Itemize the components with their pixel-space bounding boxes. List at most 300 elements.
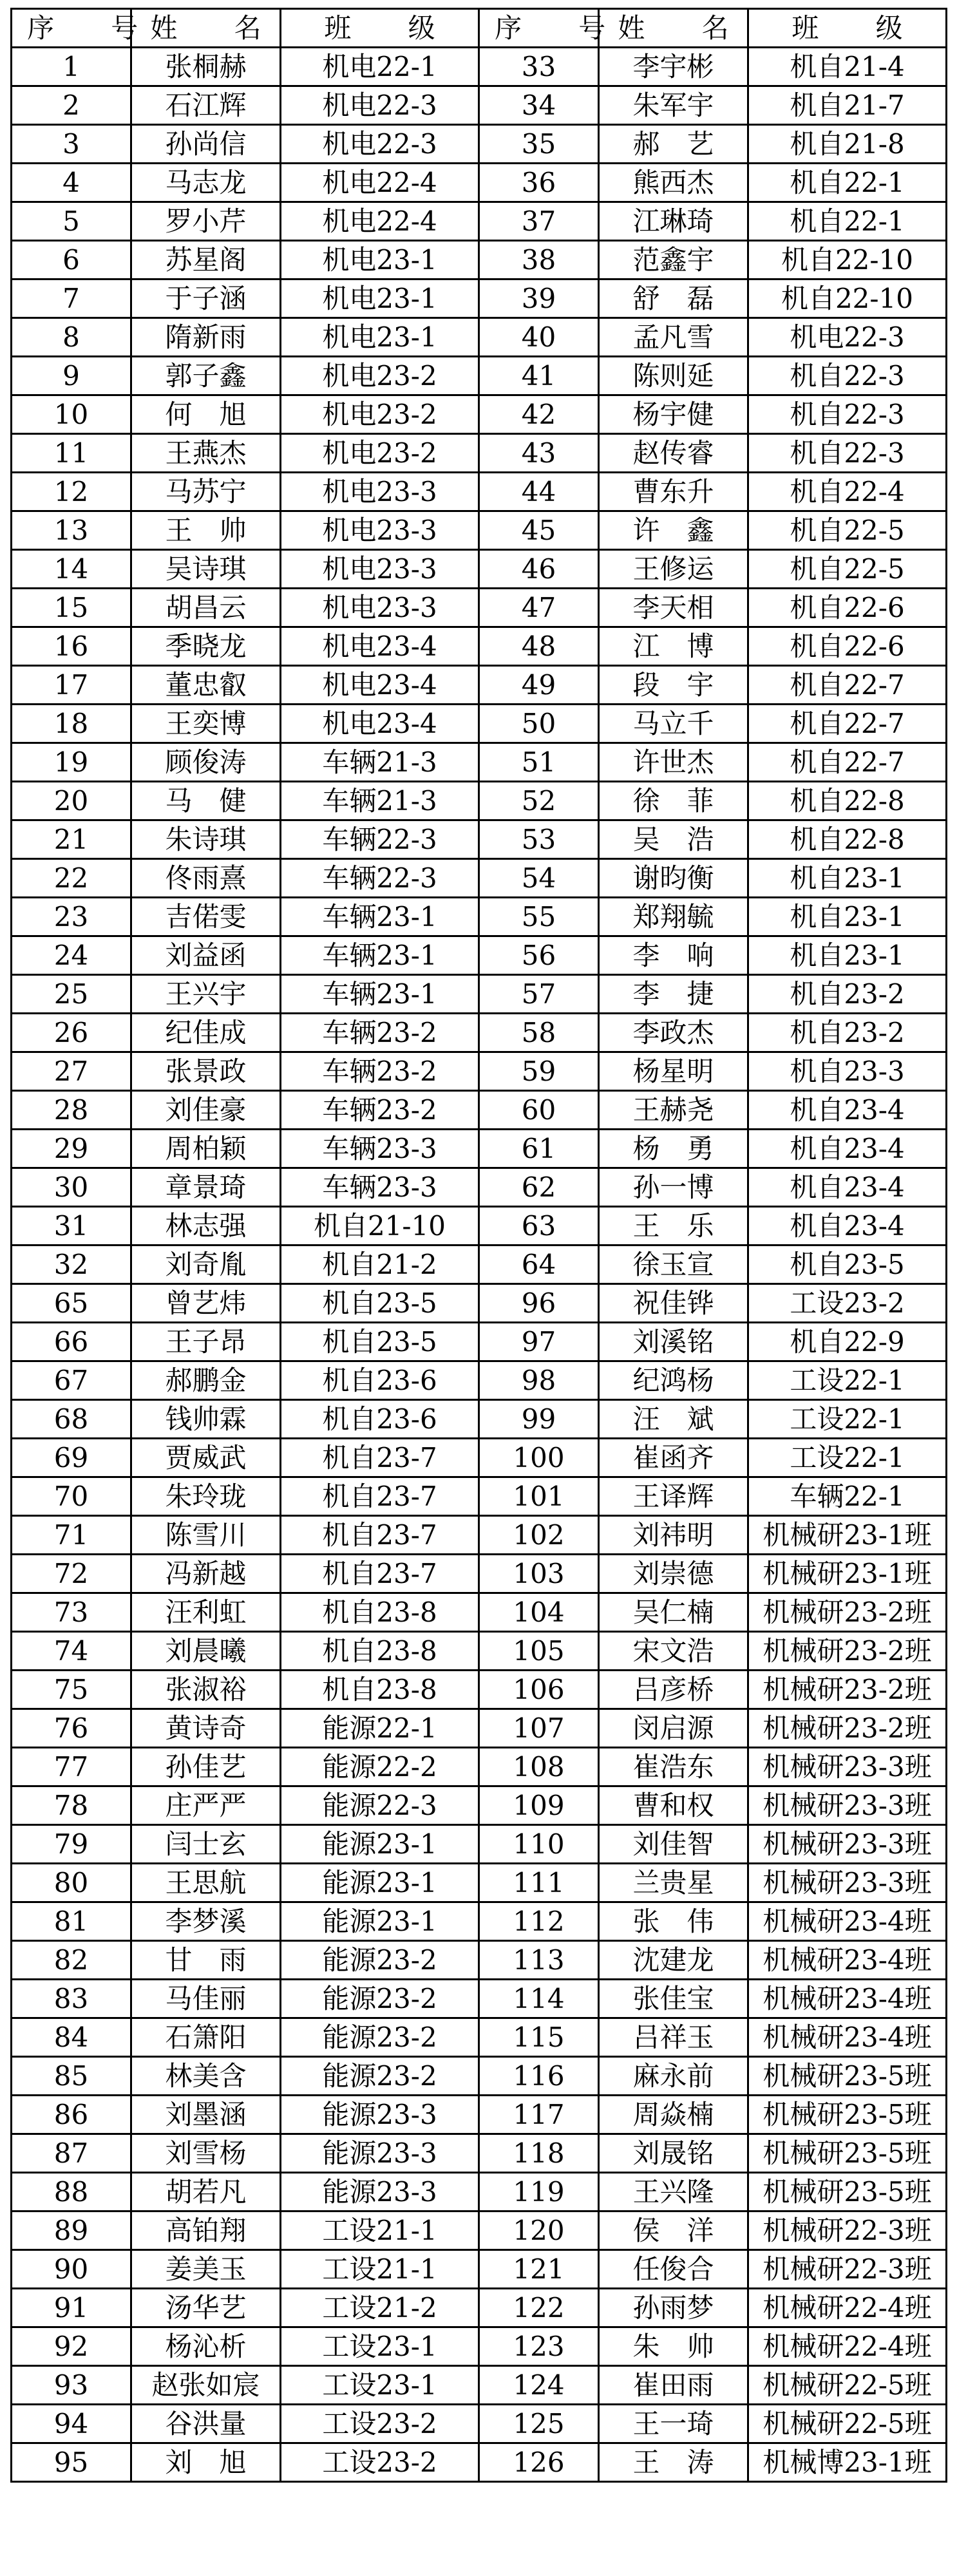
- table-row: [12, 241, 947, 279]
- cell-class-left: 机自23-5: [281, 1284, 479, 1323]
- cell-name-left: 王奕博: [131, 705, 281, 743]
- cell-serial-left: 29: [12, 1130, 131, 1168]
- cell-class-right: 机械研23-3班: [748, 1748, 947, 1786]
- cell-serial-left: 7: [12, 279, 131, 318]
- cell-class-left: 能源23-2: [281, 1941, 479, 1980]
- cell-name-right: 闵启源: [599, 1709, 748, 1748]
- cell-class-left: 机电22-3: [281, 86, 479, 125]
- cell-serial-left: 31: [12, 1207, 131, 1245]
- cell-name-left: 罗小芹: [131, 202, 281, 241]
- cell-class-left: 车辆23-3: [281, 1168, 479, 1207]
- cell-name-left: 黄诗奇: [131, 1709, 281, 1748]
- cell-name-left: 石箫阳: [131, 2018, 281, 2057]
- cell-class-left: 能源22-2: [281, 1748, 479, 1786]
- cell-class-left: 机自21-10: [281, 1207, 479, 1245]
- header-row: [12, 9, 947, 48]
- cell-class-left: 能源22-3: [281, 1786, 479, 1825]
- cell-name-left: 郭子鑫: [131, 357, 281, 395]
- cell-name-left: 张淑裕: [131, 1671, 281, 1709]
- cell-class-left: 能源23-2: [281, 2057, 479, 2096]
- table-row: [12, 357, 947, 395]
- cell-name-left: 董忠叡: [131, 666, 281, 705]
- cell-serial-left: 19: [12, 743, 131, 782]
- cell-name-left: 刘奇胤: [131, 1245, 281, 1284]
- cell-serial-left: 79: [12, 1825, 131, 1864]
- cell-serial-left: 89: [12, 2211, 131, 2250]
- cell-class-left: 机电23-1: [281, 279, 479, 318]
- cell-name-left: 佟雨熹: [131, 859, 281, 898]
- cell-name-right: 宋文浩: [599, 1632, 748, 1671]
- table-row: [12, 473, 947, 511]
- cell-name-right: 孙一博: [599, 1168, 748, 1207]
- table-row: [12, 1361, 947, 1400]
- cell-name-right: 杨宇健: [599, 395, 748, 434]
- table-row: [12, 511, 947, 550]
- cell-class-left: 机电23-3: [281, 473, 479, 511]
- cell-serial-left: 91: [12, 2289, 131, 2327]
- table-row: [12, 434, 947, 473]
- cell-name-right: 李 捷: [599, 975, 748, 1014]
- cell-serial-left: 66: [12, 1323, 131, 1361]
- cell-name-right: 崔浩东: [599, 1748, 748, 1786]
- cell-serial-left: 80: [12, 1864, 131, 1902]
- cell-serial-left: 68: [12, 1400, 131, 1439]
- cell-class-left: 车辆22-3: [281, 820, 479, 859]
- cell-serial-right: 111: [479, 1864, 599, 1902]
- cell-name-right: 朱 帅: [599, 2327, 748, 2366]
- cell-name-right: 舒 磊: [599, 279, 748, 318]
- cell-name-left: 胡若凡: [131, 2173, 281, 2211]
- cell-serial-right: 60: [479, 1091, 599, 1130]
- cell-name-left: 顾俊涛: [131, 743, 281, 782]
- cell-name-right: 谢昀衡: [599, 859, 748, 898]
- cell-class-right: 机自23-1: [748, 898, 947, 936]
- cell-class-left: 能源22-1: [281, 1709, 479, 1748]
- cell-serial-right: 115: [479, 2018, 599, 2057]
- cell-class-right: 机械研23-5班: [748, 2096, 947, 2134]
- cell-serial-left: 11: [12, 434, 131, 473]
- cell-name-right: 刘溪铭: [599, 1323, 748, 1361]
- cell-serial-left: 87: [12, 2134, 131, 2173]
- cell-class-left: 能源23-3: [281, 2134, 479, 2173]
- cell-class-left: 机自23-5: [281, 1323, 479, 1361]
- cell-serial-right: 102: [479, 1516, 599, 1555]
- cell-name-left: 隋新雨: [131, 318, 281, 357]
- cell-name-left: 朱玲珑: [131, 1477, 281, 1516]
- cell-name-left: 姜美玉: [131, 2250, 281, 2289]
- cell-class-left: 机自23-6: [281, 1361, 479, 1400]
- table-row: [12, 1168, 947, 1207]
- cell-class-right: 机械研22-3班: [748, 2250, 947, 2289]
- cell-class-left: 工设23-1: [281, 2327, 479, 2366]
- cell-class-left: 工设21-2: [281, 2289, 479, 2327]
- table-row: [12, 589, 947, 627]
- cell-serial-left: 81: [12, 1902, 131, 1941]
- cell-name-left: 张桐赫: [131, 48, 281, 86]
- cell-name-left: 朱诗琪: [131, 820, 281, 859]
- cell-class-left: 机自23-8: [281, 1632, 479, 1671]
- cell-name-right: 吕祥玉: [599, 2018, 748, 2057]
- cell-name-right: 吴仁楠: [599, 1593, 748, 1632]
- cell-serial-right: 50: [479, 705, 599, 743]
- cell-name-left: 于子涵: [131, 279, 281, 318]
- cell-name-right: 赵传睿: [599, 434, 748, 473]
- cell-serial-right: 54: [479, 859, 599, 898]
- cell-serial-left: 20: [12, 782, 131, 820]
- cell-class-right: 机械研23-2班: [748, 1709, 947, 1748]
- cell-serial-left: 21: [12, 820, 131, 859]
- cell-serial-left: 10: [12, 395, 131, 434]
- table-row: [12, 2289, 947, 2327]
- cell-serial-left: 8: [12, 318, 131, 357]
- cell-name-right: 崔田雨: [599, 2366, 748, 2405]
- cell-serial-left: 93: [12, 2366, 131, 2405]
- cell-class-right: 工设22-1: [748, 1361, 947, 1400]
- cell-serial-right: 48: [479, 627, 599, 666]
- cell-serial-left: 1: [12, 48, 131, 86]
- table-row: [12, 1941, 947, 1980]
- cell-class-left: 能源23-1: [281, 1825, 479, 1864]
- table-row: [12, 2096, 947, 2134]
- cell-serial-left: 9: [12, 357, 131, 395]
- cell-name-right: 马立千: [599, 705, 748, 743]
- cell-name-right: 许 鑫: [599, 511, 748, 550]
- cell-class-right: 机械研22-5班: [748, 2366, 947, 2405]
- cell-class-right: 机电22-3: [748, 318, 947, 357]
- cell-class-left: 机电22-4: [281, 164, 479, 202]
- cell-serial-left: 26: [12, 1014, 131, 1052]
- cell-name-right: 任俊合: [599, 2250, 748, 2289]
- cell-serial-right: 97: [479, 1323, 599, 1361]
- cell-serial-right: 100: [479, 1439, 599, 1477]
- cell-name-left: 马苏宁: [131, 473, 281, 511]
- cell-name-left: 周柏颖: [131, 1130, 281, 1168]
- cell-class-right: 机自22-1: [748, 202, 947, 241]
- cell-serial-right: 51: [479, 743, 599, 782]
- table-row: [12, 1284, 947, 1323]
- cell-name-left: 闫士玄: [131, 1825, 281, 1864]
- cell-serial-right: 33: [479, 48, 599, 86]
- cell-class-right: 机械研22-5班: [748, 2405, 947, 2443]
- cell-serial-right: 59: [479, 1052, 599, 1091]
- cell-class-left: 车辆23-2: [281, 1014, 479, 1052]
- cell-class-left: 机电23-4: [281, 666, 479, 705]
- cell-class-right: 机自22-3: [748, 357, 947, 395]
- cell-name-left: 纪佳成: [131, 1014, 281, 1052]
- cell-serial-left: 4: [12, 164, 131, 202]
- cell-class-left: 机电22-3: [281, 125, 479, 164]
- cell-class-left: 车辆22-3: [281, 859, 479, 898]
- table-row: [12, 1709, 947, 1748]
- table-row: [12, 86, 947, 125]
- cell-class-right: 机自23-2: [748, 1014, 947, 1052]
- table-row: [12, 1439, 947, 1477]
- cell-serial-left: 16: [12, 627, 131, 666]
- cell-name-right: 张 伟: [599, 1902, 748, 1941]
- cell-name-left: 高铂翔: [131, 2211, 281, 2250]
- cell-name-right: 王赫尧: [599, 1091, 748, 1130]
- cell-class-right: 机自22-7: [748, 743, 947, 782]
- cell-name-right: 杨 勇: [599, 1130, 748, 1168]
- cell-name-left: 刘佳豪: [131, 1091, 281, 1130]
- cell-class-left: 机自23-8: [281, 1593, 479, 1632]
- cell-class-right: 机自23-5: [748, 1245, 947, 1284]
- cell-serial-right: 45: [479, 511, 599, 550]
- cell-serial-left: 82: [12, 1941, 131, 1980]
- cell-name-left: 钱帅霖: [131, 1400, 281, 1439]
- cell-serial-right: 116: [479, 2057, 599, 2096]
- cell-name-right: 麻永前: [599, 2057, 748, 2096]
- cell-class-right: 机械研23-2班: [748, 1593, 947, 1632]
- cell-serial-left: 72: [12, 1555, 131, 1593]
- cell-name-right: 崔函齐: [599, 1439, 748, 1477]
- cell-name-right: 吴 浩: [599, 820, 748, 859]
- cell-serial-right: 124: [479, 2366, 599, 2405]
- cell-serial-left: 23: [12, 898, 131, 936]
- cell-class-right: 机自22-10: [748, 241, 947, 279]
- cell-class-left: 机自23-7: [281, 1439, 479, 1477]
- cell-name-left: 陈雪川: [131, 1516, 281, 1555]
- cell-name-left: 曾艺炜: [131, 1284, 281, 1323]
- table-row: [12, 1400, 947, 1439]
- cell-name-left: 胡昌云: [131, 589, 281, 627]
- cell-class-right: 机自22-1: [748, 164, 947, 202]
- cell-name-left: 甘 雨: [131, 1941, 281, 1980]
- cell-name-left: 刘晨曦: [131, 1632, 281, 1671]
- cell-serial-right: 105: [479, 1632, 599, 1671]
- cell-name-left: 汤华艺: [131, 2289, 281, 2327]
- cell-serial-right: 106: [479, 1671, 599, 1709]
- cell-serial-right: 43: [479, 434, 599, 473]
- cell-name-right: 王 乐: [599, 1207, 748, 1245]
- cell-class-left: 机电22-4: [281, 202, 479, 241]
- cell-serial-left: 14: [12, 550, 131, 589]
- cell-class-left: 工设23-2: [281, 2405, 479, 2443]
- cell-class-right: 车辆22-1: [748, 1477, 947, 1516]
- table-row: [12, 550, 947, 589]
- cell-class-right: 机械研23-5班: [748, 2134, 947, 2173]
- cell-name-left: 林志强: [131, 1207, 281, 1245]
- cell-name-left: 刘益函: [131, 936, 281, 975]
- cell-class-right: 机自21-7: [748, 86, 947, 125]
- cell-class-right: 机械研23-3班: [748, 1786, 947, 1825]
- cell-class-right: 机自21-8: [748, 125, 947, 164]
- cell-name-left: 刘墨涵: [131, 2096, 281, 2134]
- table-row: [12, 2327, 947, 2366]
- cell-serial-right: 49: [479, 666, 599, 705]
- cell-serial-left: 75: [12, 1671, 131, 1709]
- cell-serial-left: 85: [12, 2057, 131, 2096]
- cell-class-left: 能源23-1: [281, 1902, 479, 1941]
- cell-name-left: 王燕杰: [131, 434, 281, 473]
- cell-class-right: 机械研23-4班: [748, 1941, 947, 1980]
- cell-serial-right: 110: [479, 1825, 599, 1864]
- cell-name-left: 杨沁析: [131, 2327, 281, 2366]
- cell-class-left: 机自23-7: [281, 1477, 479, 1516]
- cell-name-left: 孙佳艺: [131, 1748, 281, 1786]
- cell-serial-right: 112: [479, 1902, 599, 1941]
- table-row: [12, 1091, 947, 1130]
- table-row: [12, 1014, 947, 1052]
- cell-class-right: 机械研22-4班: [748, 2327, 947, 2366]
- cell-serial-left: 3: [12, 125, 131, 164]
- table-row: [12, 2018, 947, 2057]
- table-row: [12, 1632, 947, 1671]
- cell-serial-right: 98: [479, 1361, 599, 1400]
- cell-serial-right: 117: [479, 2096, 599, 2134]
- cell-class-left: 车辆23-3: [281, 1130, 479, 1168]
- cell-name-left: 李梦溪: [131, 1902, 281, 1941]
- cell-serial-right: 103: [479, 1555, 599, 1593]
- cell-class-right: 机械研23-4班: [748, 1902, 947, 1941]
- cell-name-left: 王思航: [131, 1864, 281, 1902]
- cell-serial-left: 88: [12, 2173, 131, 2211]
- roster-wrapper: [10, 8, 947, 2483]
- table-row: [12, 1786, 947, 1825]
- cell-name-right: 郝 艺: [599, 125, 748, 164]
- cell-name-left: 马 健: [131, 782, 281, 820]
- cell-name-right: 沈建龙: [599, 1941, 748, 1980]
- cell-serial-left: 90: [12, 2250, 131, 2289]
- cell-serial-left: 15: [12, 589, 131, 627]
- cell-serial-right: 58: [479, 1014, 599, 1052]
- cell-class-left: 机电23-2: [281, 357, 479, 395]
- cell-name-left: 王 帅: [131, 511, 281, 550]
- cell-serial-right: 108: [479, 1748, 599, 1786]
- table-row: [12, 627, 947, 666]
- cell-class-left: 机自23-6: [281, 1400, 479, 1439]
- cell-class-left: 机电23-3: [281, 550, 479, 589]
- cell-class-left: 能源23-3: [281, 2173, 479, 2211]
- cell-name-left: 冯新越: [131, 1555, 281, 1593]
- cell-name-right: 段 宇: [599, 666, 748, 705]
- cell-class-left: 机电23-3: [281, 589, 479, 627]
- cell-serial-left: 92: [12, 2327, 131, 2366]
- cell-serial-left: 73: [12, 1593, 131, 1632]
- cell-serial-right: 35: [479, 125, 599, 164]
- cell-class-right: 机械研23-3班: [748, 1825, 947, 1864]
- cell-name-right: 江琳琦: [599, 202, 748, 241]
- table-row: [12, 2443, 947, 2482]
- table-row: [12, 820, 947, 859]
- cell-class-right: 机械研23-1班: [748, 1555, 947, 1593]
- cell-name-right: 郑翔毓: [599, 898, 748, 936]
- table-row: [12, 48, 947, 86]
- cell-serial-left: 13: [12, 511, 131, 550]
- cell-class-right: 机自22-4: [748, 473, 947, 511]
- cell-name-right: 朱军宇: [599, 86, 748, 125]
- header-class-right: 班 级: [748, 9, 947, 48]
- cell-name-right: 汪 斌: [599, 1400, 748, 1439]
- table-row: [12, 1207, 947, 1245]
- cell-name-left: 马志龙: [131, 164, 281, 202]
- cell-class-right: 工设22-1: [748, 1400, 947, 1439]
- cell-name-left: 王兴宇: [131, 975, 281, 1014]
- cell-class-left: 工设21-1: [281, 2250, 479, 2289]
- cell-name-left: 季晓龙: [131, 627, 281, 666]
- cell-serial-left: 32: [12, 1245, 131, 1284]
- cell-class-right: 机自22-6: [748, 589, 947, 627]
- cell-name-right: 王兴隆: [599, 2173, 748, 2211]
- table-row: [12, 1902, 947, 1941]
- cell-name-right: 兰贵星: [599, 1864, 748, 1902]
- cell-class-right: 机自22-3: [748, 395, 947, 434]
- cell-serial-right: 61: [479, 1130, 599, 1168]
- cell-name-right: 杨星明: [599, 1052, 748, 1091]
- cell-name-right: 祝佳铧: [599, 1284, 748, 1323]
- cell-name-right: 王译辉: [599, 1477, 748, 1516]
- cell-serial-right: 101: [479, 1477, 599, 1516]
- cell-serial-left: 77: [12, 1748, 131, 1786]
- cell-name-left: 林美含: [131, 2057, 281, 2096]
- cell-class-right: 机自23-2: [748, 975, 947, 1014]
- cell-class-left: 能源23-1: [281, 1864, 479, 1902]
- cell-class-right: 机自23-1: [748, 936, 947, 975]
- cell-serial-right: 38: [479, 241, 599, 279]
- cell-name-right: 熊西杰: [599, 164, 748, 202]
- cell-serial-left: 71: [12, 1516, 131, 1555]
- cell-class-left: 车辆21-3: [281, 743, 479, 782]
- cell-name-right: 周焱楠: [599, 2096, 748, 2134]
- cell-class-left: 工设21-1: [281, 2211, 479, 2250]
- cell-serial-right: 36: [479, 164, 599, 202]
- table-row: [12, 1323, 947, 1361]
- cell-name-right: 李天相: [599, 589, 748, 627]
- table-row: [12, 1516, 947, 1555]
- cell-serial-right: 55: [479, 898, 599, 936]
- cell-name-left: 苏星阁: [131, 241, 281, 279]
- cell-serial-right: 42: [479, 395, 599, 434]
- cell-serial-left: 6: [12, 241, 131, 279]
- cell-class-left: 机自21-2: [281, 1245, 479, 1284]
- cell-class-right: 机械博23-1班: [748, 2443, 947, 2482]
- cell-class-right: 机自22-6: [748, 627, 947, 666]
- cell-class-left: 车辆23-2: [281, 1091, 479, 1130]
- cell-class-left: 机电23-1: [281, 241, 479, 279]
- cell-class-left: 车辆23-1: [281, 936, 479, 975]
- cell-serial-left: 84: [12, 2018, 131, 2057]
- table-row: [12, 1477, 947, 1516]
- cell-class-left: 能源23-2: [281, 1980, 479, 2018]
- cell-serial-right: 121: [479, 2250, 599, 2289]
- cell-name-right: 刘晟铭: [599, 2134, 748, 2173]
- cell-serial-left: 25: [12, 975, 131, 1014]
- cell-name-left: 马佳丽: [131, 1980, 281, 2018]
- cell-serial-left: 65: [12, 1284, 131, 1323]
- cell-name-left: 孙尚信: [131, 125, 281, 164]
- cell-name-left: 郝鹏金: [131, 1361, 281, 1400]
- cell-name-right: 李政杰: [599, 1014, 748, 1052]
- cell-class-right: 机自22-10: [748, 279, 947, 318]
- cell-serial-right: 125: [479, 2405, 599, 2443]
- cell-name-right: 刘佳智: [599, 1825, 748, 1864]
- table-row: [12, 279, 947, 318]
- cell-serial-left: 22: [12, 859, 131, 898]
- cell-serial-right: 53: [479, 820, 599, 859]
- cell-name-left: 庄严严: [131, 1786, 281, 1825]
- cell-name-right: 孙雨梦: [599, 2289, 748, 2327]
- header-name-left: 姓 名: [131, 9, 281, 48]
- cell-name-right: 王 涛: [599, 2443, 748, 2482]
- cell-serial-left: 94: [12, 2405, 131, 2443]
- cell-class-right: 机械研23-4班: [748, 1980, 947, 2018]
- roster-body: [12, 48, 947, 2482]
- cell-serial-right: 47: [479, 589, 599, 627]
- cell-serial-right: 62: [479, 1168, 599, 1207]
- cell-class-left: 机自23-7: [281, 1555, 479, 1593]
- cell-serial-left: 67: [12, 1361, 131, 1400]
- cell-name-right: 李宇彬: [599, 48, 748, 86]
